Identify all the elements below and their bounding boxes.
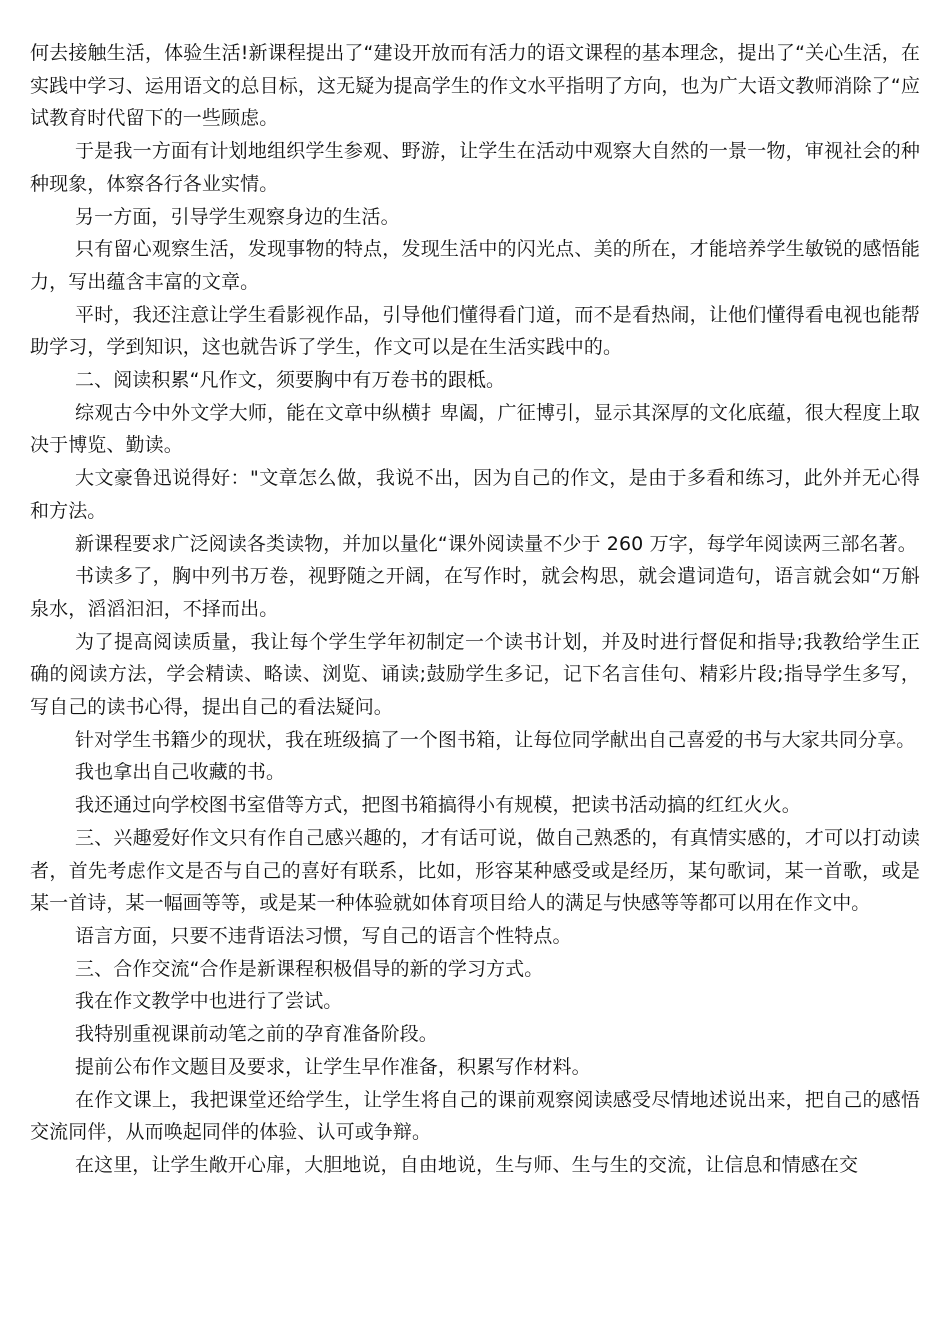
paragraph-11: 为了提高阅读质量，我让每个学生学年初制定一个读书计划，并及时进行督促和指导;我教给学生正确的阅读方法，学会精读、略读、浏览、诵读;鼓励学生多记，记下名言佳句、精彩片段;指导学生多写，写自己的读书心得，提出自己的看法疑问。 — [30, 630, 920, 719]
paragraph-14: 我还通过向学校图书室借等方式，把图书箱搞得小有规模，把读书活动搞的红红火火。 — [75, 794, 801, 817]
paragraph-3: 另一方面，引导学生观察身边的生活。 — [75, 205, 400, 228]
paragraph-4: 只有留心观察生活，发现事物的特点，发现生活中的闪光点、美的所在，才能培养学生敏锐的感悟能力，写出蕴含丰富的文章。 — [30, 238, 920, 293]
paragraph-12: 针对学生书籍少的现状，我在班级搞了一个图书箱，让每位同学献出自己喜爱的书与大家共同分享。 — [75, 728, 916, 751]
paragraph-20: 提前公布作文题目及要求，让学生早作准备，积累写作材料。 — [75, 1055, 591, 1078]
section-heading-interest: 三、兴趣爱好作文只有作自己感兴趣的，才有话可说，做自己熟悉的，有真情实感的，才可以打动读者，首先考虑作文是否与自己的喜好有联系，比如，形容某种感受或是经历，某句歌词，某一首歌，或是某一首诗，某一幅画等等，或是某一种体验就如体育项目给人的满足与快感等等都可以用在作文中。 — [30, 826, 920, 915]
paragraph-18: 我在作文教学中也进行了尝试。 — [75, 990, 343, 1013]
paragraph-9: 新课程要求广泛阅读各类读物，并加以量化“课外阅读量不少于 260 万字，每学年阅读两三部名著。 — [75, 532, 917, 555]
document-body — [30, 37, 920, 1182]
section-heading-reading: 二、阅读积累“凡作文，须要胸中有万卷书的跟柢。 — [75, 369, 506, 392]
paragraph-21: 在作文课上，我把课堂还给学生，让学生将自己的课前观察阅读感受尽情地述说出来，把自己的感悟交流同伴，从而唤起同伴的体验、认可或争辩。 — [30, 1088, 920, 1144]
paragraph-7: 综观古今中外文学大师，能在文章中纵横扌卑阖，广征博引，显示其深厚的文化底蕴，很大程度上取决于博览、勤读。 — [30, 401, 920, 457]
paragraph-10: 书读多了，胸中列书万卷，视野随之开阔，在写作时，就会构思，就会遣词造句，语言就会如“万斛泉水，滔滔汩汩，不择而出。 — [30, 565, 920, 620]
paragraph-8: 大文豪鲁迅说得好："文章怎么做，我说不出，因为自己的作文，是由于多看和练习，此外并无心得和方法。 — [30, 467, 920, 522]
paragraph-19: 我特别重视课前动笔之前的孕育准备阶段。 — [75, 1023, 438, 1046]
paragraph-2: 于是我一方面有计划地组织学生参观、野游，让学生在活动中观察大自然的一景一物，审视社会的种种现象，体察各行各业实情。 — [30, 140, 920, 195]
section-heading-cooperation: 三、合作交流“合作是新课程积极倡导的新的学习方式。 — [75, 957, 544, 980]
paragraph-1: 何去接触生活，体验生活!新课程提出了“建设开放而有活力的语文课程的基本理念，提出了“关心生活，在实践中学习、运用语文的总目标，这无疑为提高学生的作文水平指明了方向，也为广大语文教师消除了“应试教育时代留下的一些顾虑。 — [30, 42, 920, 130]
paragraph-22: 在这里，让学生敞开心扉，大胆地说，自由地说，生与师、生与生的交流，让信息和情感在交 — [75, 1153, 859, 1176]
paragraph-5: 平时，我还注意让学生看影视作品，引导他们懂得看门道，而不是看热闹，让他们懂得看电视也能帮助学习，学到知识，这也就告诉了学生，作文可以是在生活实践中的。 — [30, 303, 920, 359]
paragraph-16: 语言方面，只要不违背语法习惯，写自己的语言个性特点。 — [75, 924, 572, 947]
paragraph-13: 我也拿出自己收藏的书。 — [75, 761, 286, 784]
